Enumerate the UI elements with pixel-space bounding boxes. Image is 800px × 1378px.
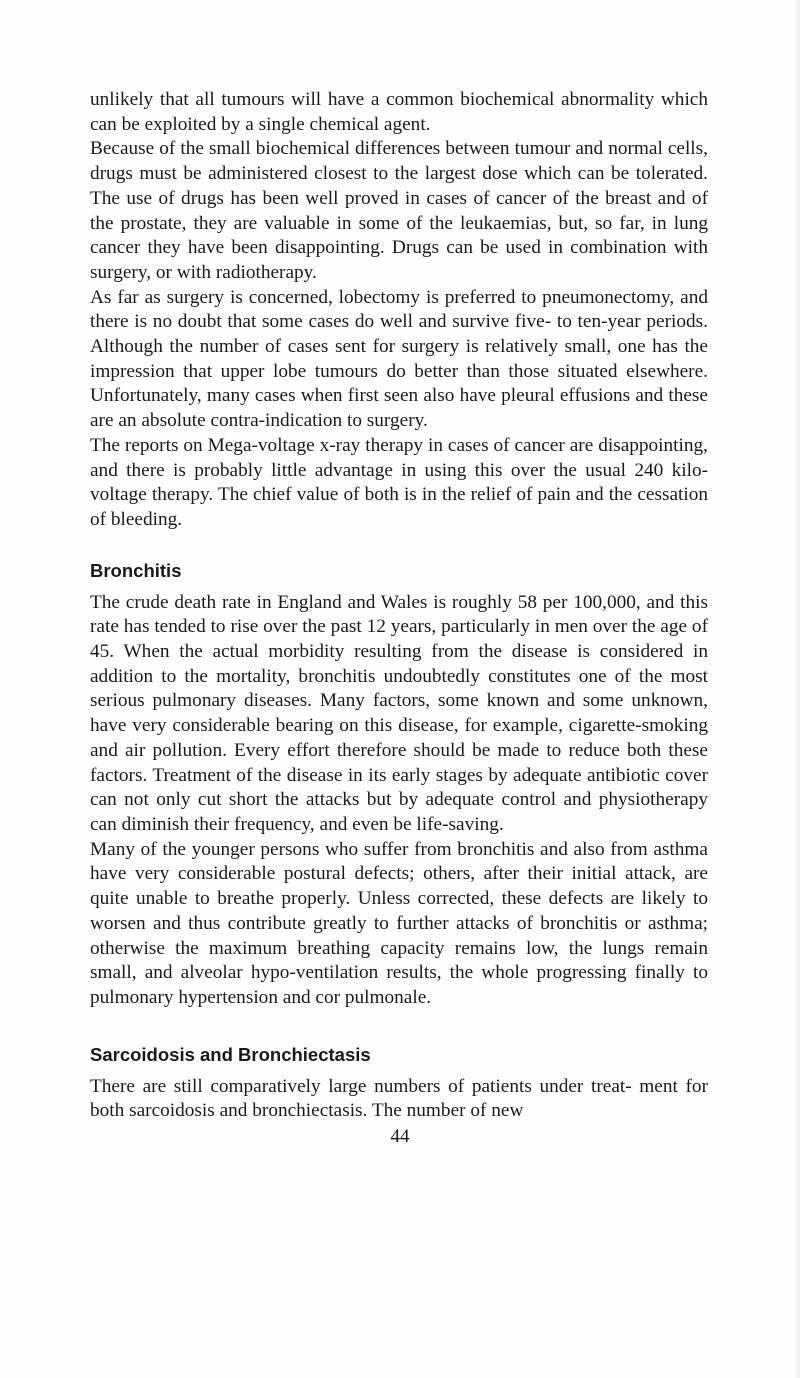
intro-paragraph-1: unlikely that all tumours will have a common biochemical abnormality which can be exploited by a single chemical agent. (90, 89, 708, 135)
bronchitis-heading: Bronchitis (90, 559, 182, 581)
page-content (90, 88, 708, 1124)
bronchitis-paragraph-1: The crude death rate in England and Wales is roughly 58 per 100,000, and this rate has tended to rise over the past 12 years, particularly in men over the age of 45. When the actual morbidity resulting from the disease is considered in addition to the mortality, bronchitis undoubtedly constitutes one of the most serious pulmonary diseases. Many factors, some known and some unknown, have very considerable bearing on this disease, for example, cigarette-smoking and air pollution. Every effort therefore should be made to reduce both these factors. Treatment of the disease in its early stages by adequate antibiotic cover can not only cut short the attacks but by adequate control and physiotherapy can diminish their frequency, and even be life-saving. (90, 591, 708, 835)
sarcoidosis-heading: Sarcoidosis and Bronchiectasis (90, 1043, 371, 1065)
intro-paragraph-4: The reports on Mega-voltage x-ray therapy in cases of cancer are disappointing, and there is probably little advantage in using this over the usual 240 kilo-voltage therapy. The chief value of both is in the relief of pain and the cessation of bleeding. (90, 434, 708, 530)
intro-paragraph-3: As far as surgery is concerned, lobectomy is preferred to pneumonectomy, and there is no doubt that some cases do well and survive five- to ten-year periods. Although the number of cases sent for surgery is relatively small, one has the impression that upper lobe tumours do better than those situated elsewhere. Unfortunately, many cases when first seen also have pleural effusions and these are an absolute contra-indication to surgery. (90, 286, 708, 432)
sarcoidosis-paragraph-1: There are still comparatively large numbers of patients under treat- ment for both sarcoidosis and bronchiectasis. The number of new (90, 1075, 708, 1122)
page-number: 44 (390, 1126, 410, 1147)
bronchitis-paragraph-2: Many of the younger persons who suffer from bronchitis and also from asthma have very considerable postural defects; others, after their initial attack, are quite unable to breathe properly. Unless corrected, these defects are likely to worsen and thus contribute greatly to further attacks of bronchitis or asthma; otherwise the maximum breathing capacity remains low, the lungs remain small, and alveolar hypo-ventilation results, the whole progressing finally to pulmonary hypertension and cor pulmonale. (90, 838, 708, 1008)
intro-paragraph-2: Because of the small biochemical differences between tumour and normal cells, drugs must be administered closest to the largest dose which can be tolerated. The use of drugs has been well proved in cases of cancer of the breast and of the prostate, they are valuable in some of the leukaemias, but, so far, in lung cancer they have been disappointing. Drugs can be used in combination with surgery, or with radiotherapy. (90, 138, 708, 283)
